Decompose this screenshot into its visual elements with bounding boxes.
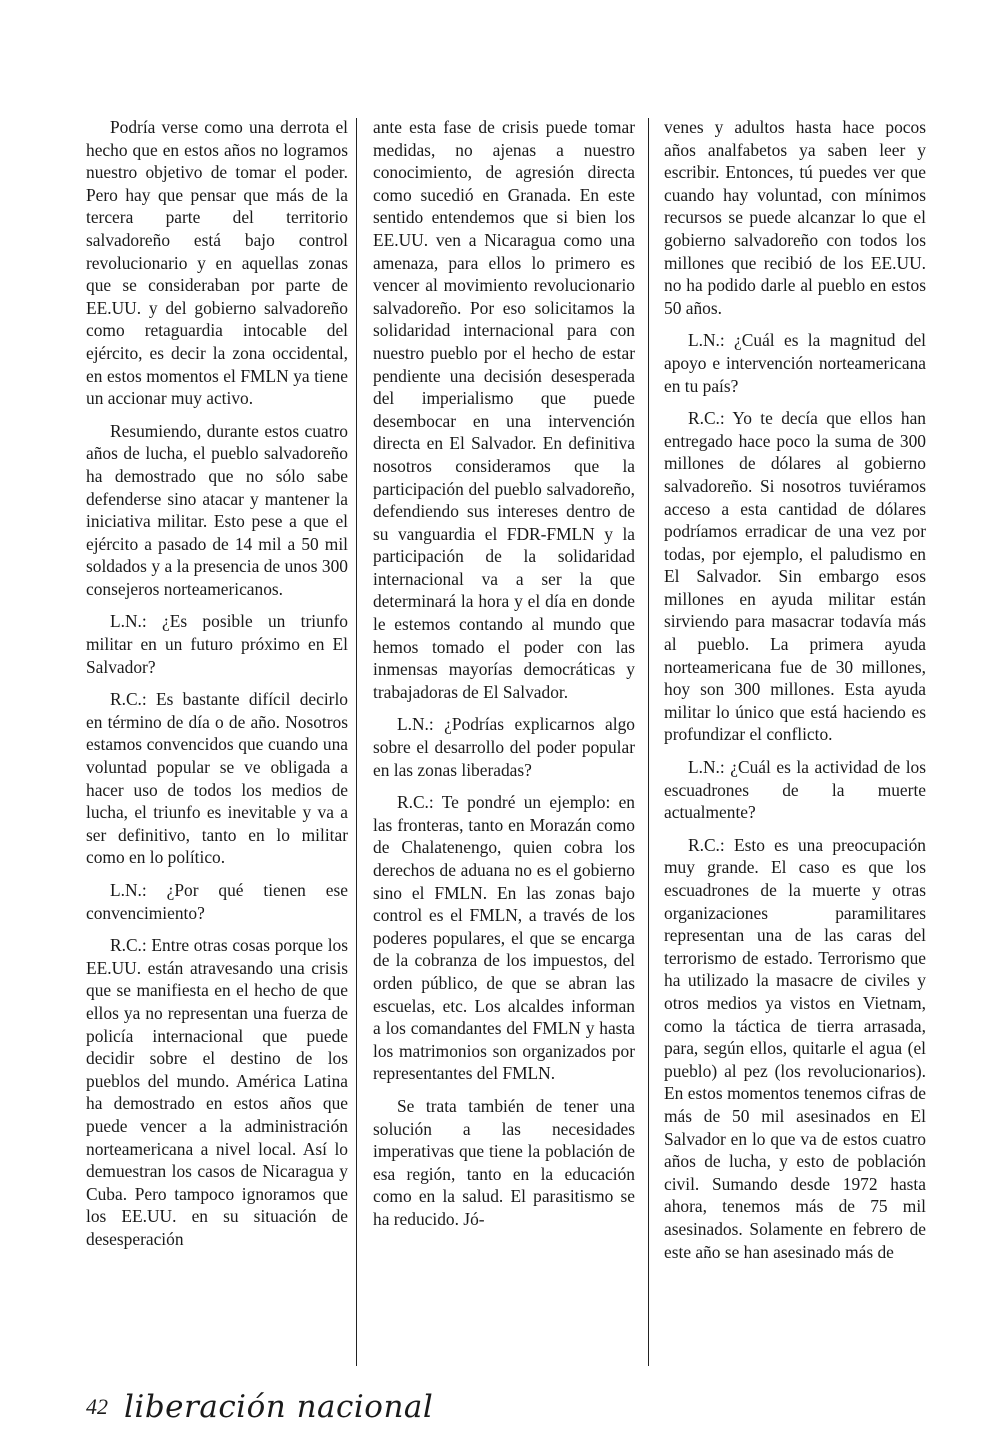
page-number: 42: [86, 1394, 108, 1419]
paragraph: Resumiendo, durante estos cuatro años de lucha, el pueblo salvadoreño ha demostrado que no sólo sabe defenderse sino atacar y mantener la iniciativa militar. Esto pese a que el ejército a pasado de 14 mil a 50 mil soldados y a la presencia de unos 300 consejeros norteamericanos.: [86, 420, 348, 599]
column-2: [373, 116, 635, 1241]
masthead-logo: liberación nacional: [124, 1389, 434, 1425]
paragraph: ante esta fase de crisis puede tomar medidas, no ajenas a nuestro conocimiento, de agresión directa como sucedió en Granada. En este sentido entendemos que si bien los EE.UU. ven a Nicaragua como una amenaza, para ellos lo primero es vencer al movimiento revolucionario salvadoreño. Por eso solicitamos la solidaridad internacional para con nuestro pueblo por el hecho de estar pendiente una decisión desesperada del imperialismo que puede desembocar en una intervención directa en El Salvador. En definitiva nosotros consideramos que la participación del pueblo salvadoreño, defendiendo sus intereses dentro de su vanguardia el FDR-FMLN y la participación de la solidaridad internacional va a ser la que determinará la hora y el día en donde le estemos contando al mundo que hemos tomado el poder con las inmensas mayorías democráticas y trabajadoras de El Salvador.: [373, 117, 635, 702]
question-paragraph: L.N.: ¿Podrías explicarnos algo sobre el desarrollo del poder popular en las zonas liberadas?: [373, 714, 635, 780]
column-1: [86, 116, 348, 1261]
column-divider: [648, 118, 649, 1366]
paragraph: Podría verse como una derrota el hecho que en estos años no logramos nuestro objetivo de tomar el poder. Pero hay que pensar que más de la tercera parte del territorio salvadoreño está bajo control revolucionario y en aquellas zonas que se consideraban por parte de EE.UU. y del gobierno salvadoreño como retaguardia intocable del ejército, es decir la zona occidental, en estos momentos el FMLN ya tiene un accionar muy activo.: [86, 117, 348, 409]
question-paragraph: L.N.: ¿Cuál es la magnitud del apoyo e intervención norteamericana en tu país?: [664, 330, 926, 396]
column-divider: [356, 118, 357, 1366]
answer-paragraph: R.C.: Es bastante difícil decirlo en término de día o de año. Nosotros estamos convencidos que cuando una voluntad popular se ve obligada a hacer uso de todos los medios de lucha, el triunfo es inevitable y va a ser definitivo, tanto en lo militar como en lo político.: [86, 689, 348, 868]
answer-paragraph: R.C.: Yo te decía que ellos han entregado hace poco la suma de 300 millones de dólares al gobierno salvadoreño. Si nosotros tuviéramos acceso a esta cantidad de dólares podríamos erradicar de una vez por todas, por ejemplo, el paludismo en El Salvador. Sin embargo esos millones en ayuda militar están sirviendo para masacrar todavía más al pueblo. La primera ayuda norteamericana fue de 30 millones, hoy son 300 millones. Esta ayuda militar lo único que está haciendo es profundizar el conflicto.: [664, 408, 926, 745]
answer-paragraph: R.C.: Esto es una preocupación muy grande. El caso es que los escuadrones de la muerte y otras organizaciones paramilitares representan una de las caras del terrorismo de estado. Terrorismo que ha utilizado la masacre de civiles y otros medios ya vistos en Vietnam, como la táctica de tierra arrasada, para, según ellos, quitarle el agua (el pueblo) al pez (los revolucionarios). En estos momentos tenemos cifras de más de 50 mil asesinados en El Salvador en lo que va de estos cuatro años de lucha, y esto de población civil. Sumando desde 1972 hasta ahora, tenemos más de 75 mil asesinados. Solamente en febrero de este año se han asesinado más de: [664, 834, 926, 1262]
question-paragraph: L.N.: ¿Cuál es la actividad de los escuadrones de la muerte actualmente?: [664, 757, 926, 823]
question-paragraph: L.N.: ¿Por qué tienen ese convencimiento?: [86, 880, 348, 923]
paragraph: venes y adultos hasta hace pocos años analfabetos ya saben leer y escribir. Entonces, tú puedes ver que cuando hay voluntad, con mínimos recursos se puede alcanzar lo que el gobierno salvadoreño con todos los millones que recibió de los EE.UU. no ha podido darle al pueblo en estos 50 años.: [664, 117, 926, 318]
answer-paragraph: R.C.: Te pondré un ejemplo: en las fronteras, tanto en Morazán como de Chalatenengo, quien cobra los derechos de aduana no es el gobierno sino el FMLN. En las zonas bajo control es el FMLN, a través de los poderes populares, el que se encarga de la cobranza de los impuestos, del orden público, de que se abran las escuelas, etc. Los alcaldes informan a los comandantes del FMLN y hasta los matrimonios son organizados por representantes del FMLN.: [373, 792, 635, 1084]
paragraph: Se trata también de tener una solución a las necesidades imperativas que tiene la población de esa región, tanto en la educación como en la salud. El parasitismo se ha reducido. Jó-: [373, 1095, 635, 1229]
column-3: [664, 116, 926, 1273]
answer-paragraph: R.C.: Entre otras cosas porque los EE.UU. están atravesando una crisis que se manifiesta en el hecho de que ellos ya no representan una fuerza de policía internacional que puede decidir sobre el destino de los pueblos del mundo. América Latina ha demostrado en estos años que puede vencer a la administración norteamericana a nivel local. Así lo demuestran los casos de Nicaragua y Cuba. Pero tampoco ignoramos que los EE.UU. en su situación de desesperación: [86, 935, 348, 1249]
page-footer: [86, 1382, 433, 1432]
question-paragraph: L.N.: ¿Es posible un triunfo militar en un futuro próximo en El Salvador?: [86, 611, 348, 677]
